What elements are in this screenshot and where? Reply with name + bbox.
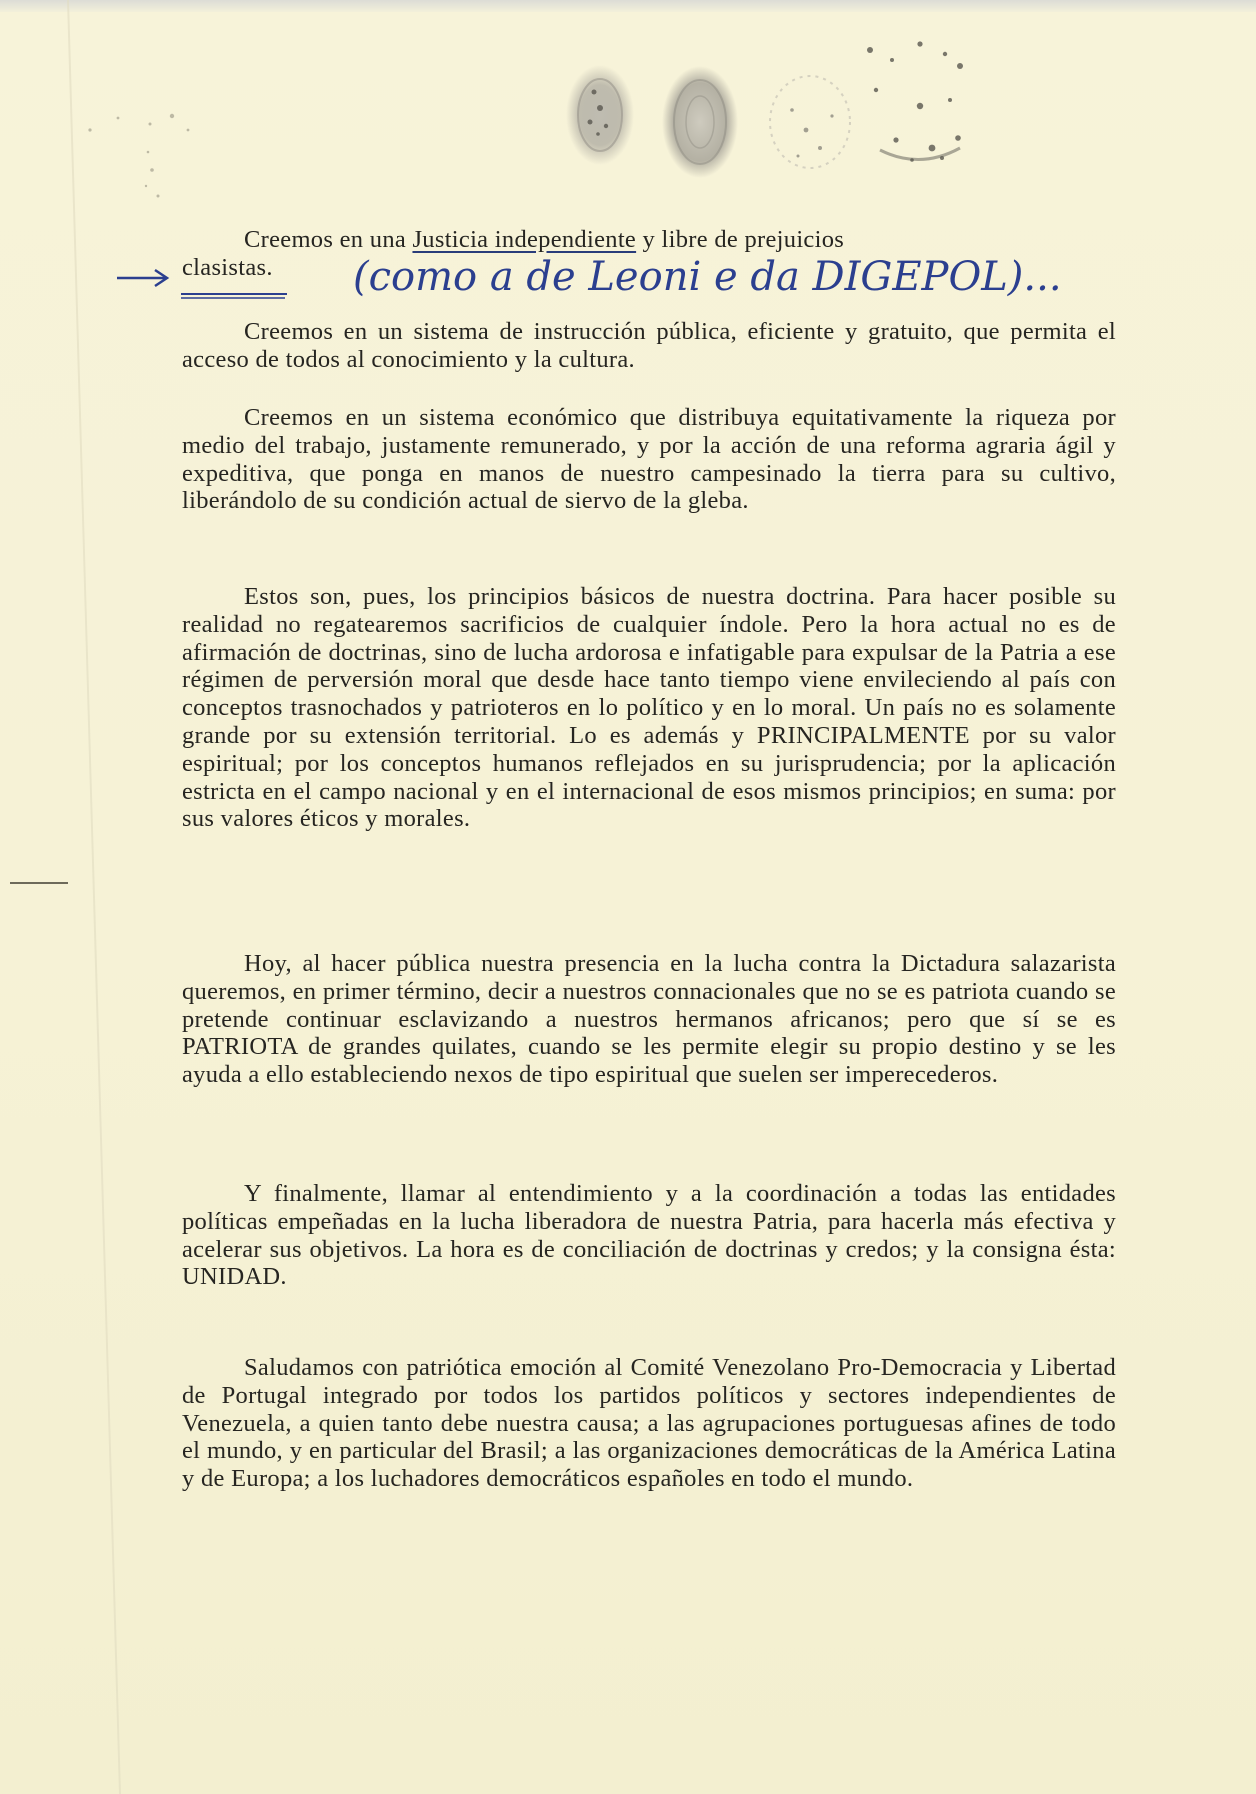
paragraph-unidad xyxy=(182,1180,1116,1291)
paragraph-dictadura-text: Hoy, al hacer pública nuestra presencia en la lucha contra la Dictadura salazarista queremos, en primer término, decir a nuestros connacionales que no se es patriota cuando se pretende continuar esclavizando a nuestros hermanos africanos; pero que sí se es PATRIOTA de grandes quilates, cuando se les permite elegir su propio destino y se les ayuda a ello estableciendo nexos de tipo espiritual que suelen ser imperecederos. xyxy=(182,950,1116,1089)
paragraph-instruccion-text: Creemos en un sistema de instrucción pública, eficiente y gratuito, que permita el acceso de todos al conocimiento y la cultura. xyxy=(182,318,1116,373)
paragraph-saludo xyxy=(182,1354,1116,1493)
scan-top-edge xyxy=(0,0,1256,12)
paragraph-justicia-line1 xyxy=(182,226,1116,254)
paragraph-principios-text: Estos son, pues, los principios básicos de nuestra doctrina. Para hacer posible su realidad no regatearemos sacrificios de cualquier índole. Pero la hora actual no es de afirmación de doctrinas, sino de lucha ardorosa e infatigable para expulsar de la Patria a ese régimen de perversión moral que desde hace tanto tiempo viene envileciendo al país con conceptos trasnochados y patrioteros en lo político y en lo moral. Un país no es solamente grande por su extensión territorial. Lo es además y PRINCIPALMENTE por su valor espiritual; por los conceptos humanos reflejados en su jurisprudencia; por la aplicación estricta en el campo nacional y en el internacional de esos mismos principios; en suma: por sus valores éticos y morales. xyxy=(182,583,1116,833)
paragraph-justicia-text-2: clasistas. xyxy=(182,253,273,281)
paragraph-economico xyxy=(182,404,1116,515)
paragraph-justicia xyxy=(182,226,1116,282)
fingerprint-marks xyxy=(540,30,1140,210)
margin-mark xyxy=(10,882,68,884)
ink-smudge xyxy=(60,90,240,230)
paragraph-principios xyxy=(182,583,1116,833)
paragraph-justicia-line2 xyxy=(182,254,1116,282)
annotation-text: (como a de Leoni e da DIGEPOL)... xyxy=(353,254,1062,300)
paragraph-unidad-text: Y finalmente, llamar al entendimiento y a la coordinación a todas las entidades políticas empeñadas en la lucha liberadora de nuestra Patria, para hacerla más efectiva y acelerar sus objetivos. La hora es de conciliación de doctrinas y credos; y la consigna ésta: UNIDAD. xyxy=(182,1180,1116,1291)
paragraph-economico-text: Creemos en un sistema económico que distribuya equitativamente la riqueza por medio del trabajo, justamente remunerado, y por la acción de una reforma agraria ágil y expeditiva, que ponga en manos de nuestro campesinado la tierra para su cultivo, liberándolo de su condición actual de siervo de la gleba. xyxy=(182,404,1116,515)
paragraph-instruccion xyxy=(182,318,1116,374)
paragraph-saludo-text: Saludamos con patriótica emoción al Comité Venezolano Pro-Democracia y Libertad de Portugal integrado por todos los partidos políticos y sectores independientes de Venezuela, a quien tanto debe nuestra causa; a las agrupaciones portuguesas afines de todo el mundo, y en particular del Brasil; a las organizaciones democráticas de la América Latina y de Europa; a los luchadores democráticos españoles en todo el mundo. xyxy=(182,1354,1116,1493)
paragraph-dictadura xyxy=(182,950,1116,1089)
paragraph-justicia-text-1: Creemos en una Justicia independiente y libre de prejuicios xyxy=(244,226,845,253)
annotation-arrow-icon xyxy=(117,270,167,286)
